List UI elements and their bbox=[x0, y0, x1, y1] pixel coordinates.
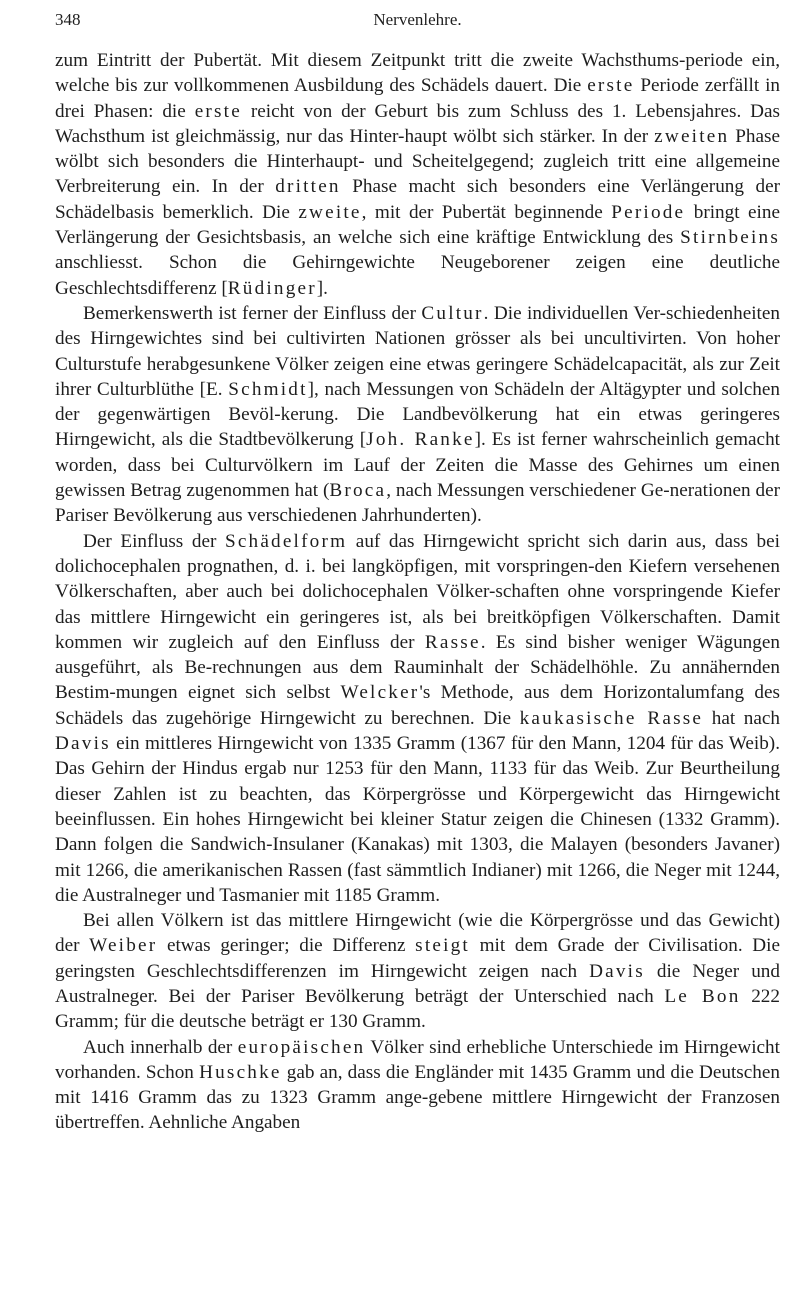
text-run: bringt eine Verlängerung der Gesichtsbasis, an welche sich eine kräftige Entwicklung des bbox=[55, 201, 780, 249]
text-run: die Neger und Australneger. Bei der Pariser Bevölkerung beträgt der Unterschied nach bbox=[55, 960, 780, 1007]
spaced-emphasis: zweite bbox=[298, 201, 362, 223]
text-run: Bemerkenswerth ist ferner der Einfluss der bbox=[83, 302, 422, 324]
spaced-emphasis: Weiber bbox=[89, 935, 158, 957]
spaced-emphasis: Schmidt bbox=[228, 378, 308, 400]
spaced-emphasis: Broca bbox=[329, 480, 387, 502]
spaced-emphasis: steigt bbox=[415, 935, 470, 957]
text-run: gab an, dass die Engländer mit 1435 Gramm und die Deutschen mit 1416 Gramm das zu 1323 Gramm ange-gebene mittlere Hirngewicht der Franzosen übertreffen. Aehnliche Angaben bbox=[55, 1061, 780, 1134]
text-run: Phase macht sich besonders eine Verlängerung der Schädelbasis bemerklich. Die bbox=[55, 176, 780, 223]
paragraph bbox=[55, 48, 780, 301]
text-run: auf das Hirngewicht spricht sich darin aus, dass bei dolichocephalen prognathen, d. i. bei langköpfigen, mit vorspringen-den Kiefern versehenen Völkerschaften, aber auch bei dolichocephalen Völker-schaften ohne vorspringende Kiefer das mittlere Hirngewicht ein geringeres ist, als bei breitköpfigen Völkerschaften. Damit kommen wir zugleich auf den Einfluss der bbox=[55, 530, 780, 653]
spaced-emphasis: Huschke bbox=[199, 1061, 282, 1083]
text-run: 222 Gramm; für die deutsche beträgt er 130 Gramm. bbox=[55, 985, 780, 1033]
spaced-emphasis: zweiten bbox=[654, 125, 730, 147]
paragraph bbox=[55, 301, 780, 529]
text-run: Phase wölbt sich besonders die Hinterhaupt- und Scheitelgegend; zugleich tritt eine allgemeine Verbreiterung ein. In der bbox=[55, 125, 781, 198]
spaced-emphasis: Periode bbox=[611, 201, 686, 223]
text-run: etwas geringer; die Differenz bbox=[157, 935, 416, 957]
text-run: Völker sind erhebliche Unterschiede im Hirngewicht vorhanden. Schon bbox=[55, 1036, 780, 1083]
spaced-emphasis: Rasse bbox=[424, 631, 481, 653]
spaced-emphasis: Davis bbox=[55, 733, 111, 755]
spaced-emphasis: Welcker bbox=[340, 682, 420, 704]
text-run: , nach Messungen verschiedener Ge-nerationen der Pariser Bevölkerung aus verschiedenen Jahrhunderten). bbox=[55, 480, 780, 527]
spaced-emphasis: erste bbox=[194, 100, 242, 122]
spaced-emphasis: kaukasische Rasse bbox=[519, 707, 704, 729]
text-run: 's Methode, aus dem Horizontalumfang des Schädels das zugehörige Hirngewicht zu berechnen. Die bbox=[55, 682, 781, 729]
spaced-emphasis: Davis bbox=[589, 960, 645, 982]
paragraph bbox=[55, 529, 780, 908]
running-head: Nervenlehre. bbox=[373, 10, 462, 29]
text-run: reicht von der Geburt bis zum Schluss des 1. Lebensjahres. Das Wachsthum ist gleichmässig, nur das Hinter-haupt wölbt sich stärker. In der bbox=[55, 100, 780, 147]
text-run: . Es sind bisher weniger Wägungen ausgeführt, als Be-rechnungen aus dem Rauminhalt der Schädelhöhle. Zu annähernden Bestim-mungen eignet sich selbst bbox=[55, 631, 780, 704]
text-run: hat nach bbox=[703, 707, 781, 729]
spaced-emphasis: Le Bon bbox=[664, 985, 741, 1007]
book-page bbox=[55, 10, 780, 1136]
spaced-emphasis: Stirnbeins bbox=[680, 227, 780, 249]
text-run: Auch innerhalb der bbox=[83, 1036, 238, 1058]
spaced-emphasis: europäischen bbox=[237, 1036, 366, 1058]
page-header bbox=[55, 10, 780, 48]
text-run: Bei allen Völkern ist das mittlere Hirngewicht (wie die Körpergrösse und das Gewicht) der bbox=[55, 910, 780, 957]
paragraph bbox=[55, 908, 780, 1034]
spaced-emphasis: Rüdinger bbox=[227, 277, 317, 299]
paragraph bbox=[55, 1035, 780, 1136]
text-run: ]. bbox=[316, 277, 328, 299]
spaced-emphasis: dritten bbox=[275, 176, 341, 198]
body-text bbox=[55, 48, 780, 1136]
text-run: Periode zerfällt in drei Phasen: die bbox=[55, 75, 780, 122]
spaced-emphasis: Schädelform bbox=[224, 530, 348, 552]
text-run: . Die individuellen Ver-schiedenheiten des Hirngewichtes sind bei cultivirten Nationen grösser als bei uncultivirten. Von hoher Culturstufe herabgesunkene Völker zeigen eine etwas geringere Schädelcapacität, als zur Zeit ihrer Culturblüthe [E. bbox=[55, 302, 780, 400]
text-run: Der Einfluss der bbox=[83, 530, 225, 552]
text-run: mit dem Grade der Civilisation. Die geringsten Geschlechtsdifferenzen im Hirngewicht zeigen nach bbox=[55, 935, 780, 982]
text-run: ]. Es ist ferner wahrscheinlich gemacht worden, dass bei Culturvölkern im Lauf der Zeiten die Masse des Gehirnes um einen gewissen Betrag zugenommen hat ( bbox=[55, 429, 780, 502]
text-run: zum Eintritt der Pubertät. Mit diesem Zeitpunkt tritt die zweite Wachsthums-periode ein, welche bis zur vollkommenen Ausbildung des Schädels dauert. Die bbox=[55, 50, 780, 97]
page-number: 348 bbox=[55, 10, 81, 29]
spaced-emphasis: Joh. Ranke bbox=[366, 429, 475, 451]
text-run: , mit der Pubertät beginnende bbox=[361, 201, 612, 223]
spaced-emphasis: erste bbox=[587, 75, 635, 97]
text-run: ein mittleres Hirngewicht von 1335 Gramm (1367 für den Mann, 1204 für das Weib). Das Gehirn der Hindus ergab nur 1253 für den Mann, 1133 für das Weib. Zur Beurtheilung dieser Zahlen ist zu beachten, das Körpergrösse und Körpergewicht das Hirngewicht beeinflussen. Ein hohes Hirngewicht bei kleiner Statur zeigen die Chinesen (1332 Gramm). Dann folgen die Sandwich-Insulaner (Kanakas) mit 1303, die Malayen (besonders Javaner) mit 1266, die amerikanischen Rassen (fast sämmtlich Indianer) mit 1266, die Neger mit 1244, die Australneger und Tasmanier mit 1185 Gramm. bbox=[55, 733, 780, 906]
text-run: anschliesst. Schon die Gehirngewichte Neugeborener zeigen eine deutliche Geschlechtsdifferenz [ bbox=[55, 252, 780, 299]
spaced-emphasis: Cultur bbox=[421, 302, 484, 324]
text-run: ], nach Messungen von Schädeln der Altägypter und solchen der gegenwärtigen Bevöl-kerung. Die Landbevölkerung hat ein etwas geringeres Hirngewicht, als die Stadtbevölkerung [ bbox=[55, 378, 781, 451]
